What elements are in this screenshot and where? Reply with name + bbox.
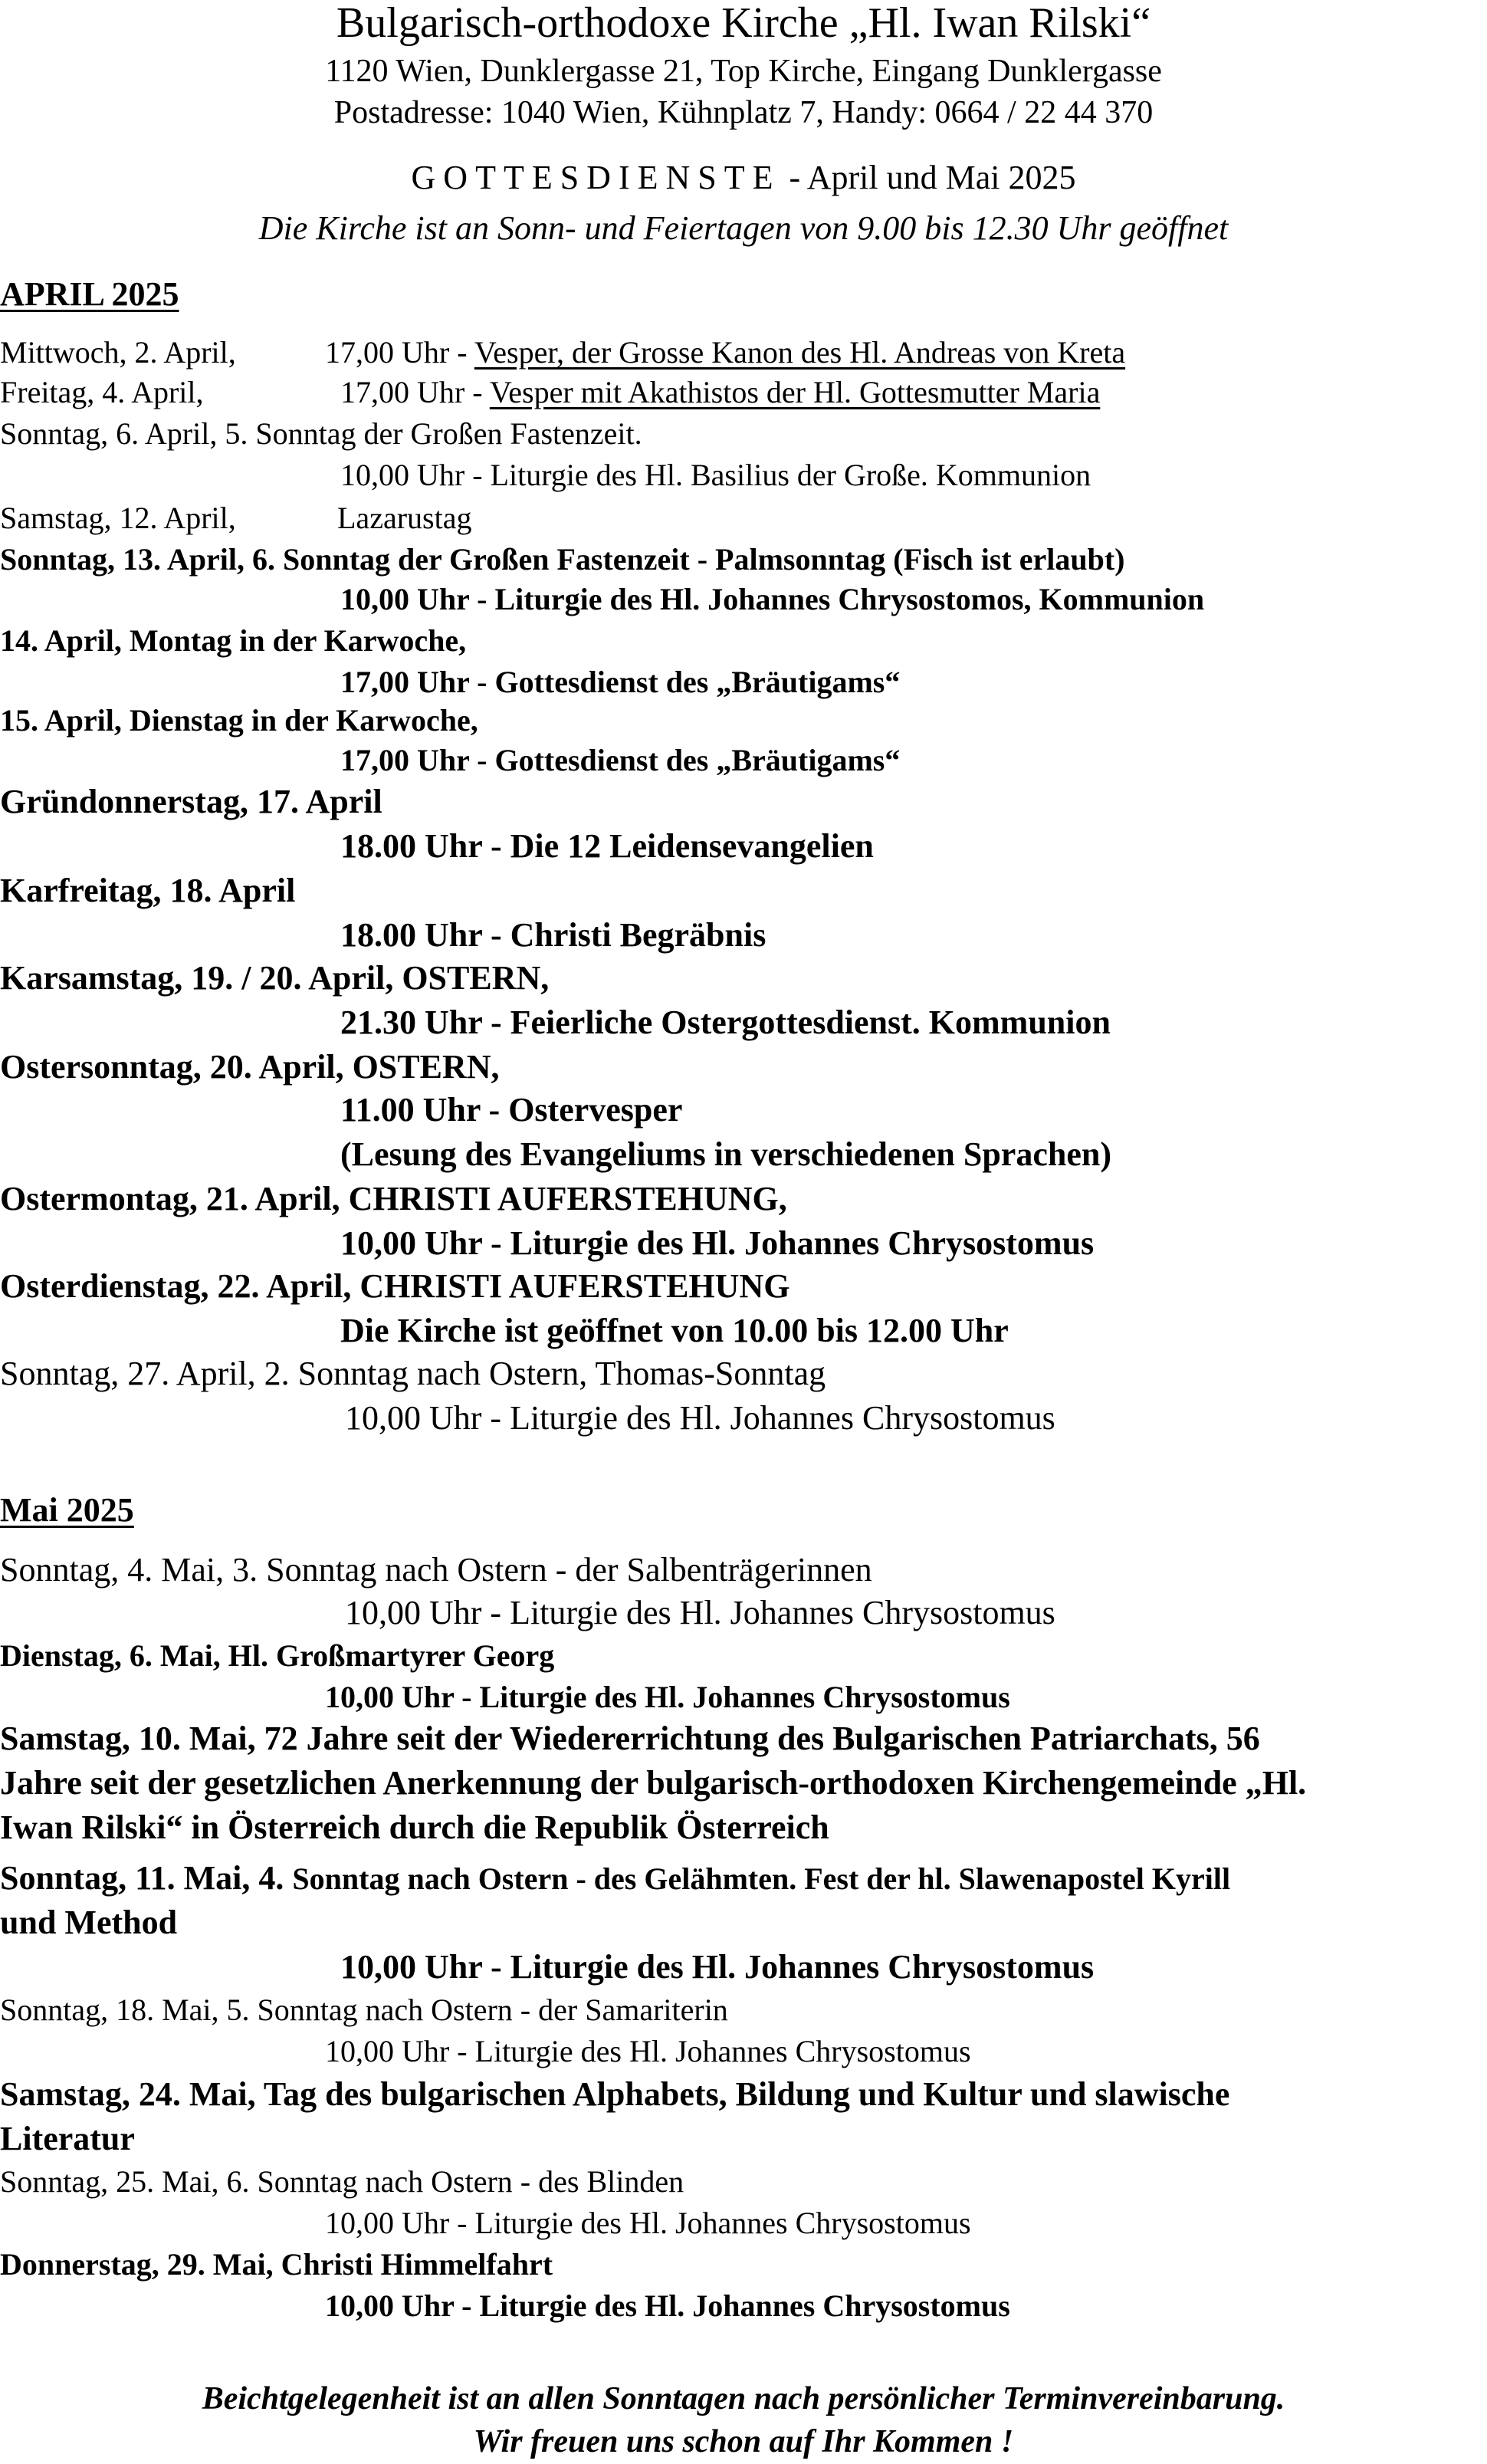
event-detail: 10,00 Uhr - Liturgie des Hl. Johannes Chrysostomus <box>325 1680 1010 1714</box>
event-date: und Method <box>0 1904 178 1941</box>
event-detail: 10,00 Uhr - Liturgie des Hl. Basilius der Große. Kommunion <box>340 458 1091 492</box>
event-detail: 18.00 Uhr - Die 12 Leidensevangelien <box>340 827 874 865</box>
event-date: Sonntag, 25. Mai, 6. Sonntag nach Ostern - des Blinden <box>0 2164 684 2199</box>
event-detail: 10,00 Uhr - Liturgie des Hl. Johannes Chrysostomus <box>345 1594 1055 1631</box>
event-date: Donnerstag, 29. Mai, Christi Himmelfahrt <box>0 2247 553 2282</box>
event-date: Sonntag, 11. Mai, 4. Sonntag nach Ostern - des Gelähmten. Fest der hl. Slawenapostel Kyrill <box>0 1859 1231 1897</box>
event-detail: 17,00 Uhr - Gottesdienst des „Bräutigams“ <box>340 743 901 777</box>
postal-address: Postadresse: 1040 Wien, Kühnplatz 7, Handy: 0664 / 22 44 370 <box>333 95 1154 130</box>
event-text: Iwan Rilski“ in Österreich durch die Republik Österreich <box>0 1809 829 1846</box>
event-detail: 18.00 Uhr - Christi Begräbnis <box>340 916 766 954</box>
event-detail: 10,00 Uhr - Liturgie des Hl. Johannes Chrysostomus <box>325 2288 1010 2323</box>
event-date: Mittwoch, 2. April, <box>0 335 236 370</box>
event-date: Sonntag, 18. Mai, 5. Sonntag nach Ostern - der Samariterin <box>0 1993 728 2027</box>
event-detail: 10,00 Uhr - Liturgie des Hl. Johannes Chrysostomus <box>325 2034 971 2068</box>
event-date: Sonntag, 27. April, 2. Sonntag nach Ostern, Thomas-Sonntag <box>0 1355 826 1392</box>
event-text: Literatur <box>0 2120 135 2157</box>
event-text: Samstag, 24. Mai, Tag des bulgarischen Alphabets, Bildung und Kultur und slawische <box>0 2075 1230 2113</box>
mai-heading: Mai 2025 <box>0 1491 134 1529</box>
event-date: Sonntag, 6. April, 5. Sonntag der Großen Fastenzeit. <box>0 416 642 451</box>
event-detail: Die Kirche ist geöffnet von 10.00 bis 12.00 Uhr <box>340 1312 1009 1349</box>
event-detail: 21.30 Uhr - Feierliche Ostergottesdienst. Kommunion <box>340 1004 1111 1041</box>
event-date: 15. April, Dienstag in der Karwoche, <box>0 703 478 738</box>
services-word: GOTTESDIENSTE <box>411 159 781 196</box>
event-text: Samstag, 10. Mai, 72 Jahre seit der Wiedererrichtung des Bulgarischen Patriarchats, 56 <box>0 1720 1260 1757</box>
services-period: - April und Mai 2025 <box>789 159 1076 196</box>
event-text: Jahre seit der gesetzlichen Anerkennung der bulgarisch-orthodoxen Kirchengemeinde „Hl. <box>0 1764 1307 1802</box>
welcome-note: Wir freuen uns schon auf Ihr Kommen ! <box>473 2424 1014 2459</box>
church-title: Bulgarisch-orthodoxe Kirche „Hl. Iwan Rilski“ <box>336 0 1151 47</box>
event-date: Freitag, 4. April, <box>0 375 204 409</box>
opening-note: Die Kirche ist an Sonn- und Feiertagen von 9.00 bis 12.30 Uhr geöffnet <box>258 209 1229 247</box>
event-date: Sonntag, 4. Mai, 3. Sonntag nach Ostern - der Salbenträgerinnen <box>0 1551 872 1588</box>
event-detail: 10,00 Uhr - Liturgie des Hl. Johannes Chrysostomus <box>340 1948 1095 1986</box>
event-detail: 10,00 Uhr - Liturgie des Hl. Johannes Chrysostomos, Kommunion <box>340 582 1205 616</box>
april-heading: APRIL 2025 <box>0 275 179 313</box>
services-heading <box>0 161 1487 195</box>
event-line: 17,00 Uhr - Vesper mit Akathistos der Hl. Gottesmutter Maria <box>340 375 1101 409</box>
event-date: Gründonnerstag, 17. April <box>0 783 382 820</box>
event-date: Karsamstag, 19. / 20. April, OSTERN, <box>0 959 550 997</box>
event-detail: 10,00 Uhr - Liturgie des Hl. Johannes Chrysostomus <box>325 2206 971 2240</box>
event-date: Dienstag, 6. Mai, Hl. Großmartyrer Georg <box>0 1638 555 1673</box>
event-date: Samstag, 12. April, <box>0 501 236 535</box>
event-date: Osterdienstag, 22. April, CHRISTI AUFERSTEHUNG <box>0 1267 790 1305</box>
event-detail: 10,00 Uhr - Liturgie des Hl. Johannes Chrysostomus <box>340 1224 1095 1262</box>
event-date: Karfreitag, 18. April <box>0 872 296 909</box>
event-label: Lazarustag <box>337 501 472 535</box>
event-date: 14. April, Montag in der Karwoche, <box>0 623 467 658</box>
confession-note: Beichtgelegenheit ist an allen Sonntagen nach persönlicher Terminvereinbarung. <box>202 2381 1285 2416</box>
church-address: 1120 Wien, Dunklergasse 21, Top Kirche, Eingang Dunklergasse <box>325 54 1162 89</box>
event-date: Ostermontag, 21. April, CHRISTI AUFERSTEHUNG, <box>0 1180 787 1217</box>
event-detail: (Lesung des Evangeliums in verschiedenen Sprachen) <box>340 1135 1111 1173</box>
event-detail: 10,00 Uhr - Liturgie des Hl. Johannes Chrysostomus <box>345 1399 1055 1437</box>
event-line: 17,00 Uhr - Vesper, der Grosse Kanon des Hl. Andreas von Kreta <box>325 335 1126 370</box>
event-date: Ostersonntag, 20. April, OSTERN, <box>0 1048 500 1086</box>
event-detail: 17,00 Uhr - Gottesdienst des „Bräutigams“ <box>340 665 901 699</box>
event-detail: 11.00 Uhr - Ostervesper <box>340 1091 683 1129</box>
event-date: Sonntag, 13. April, 6. Sonntag der Großen Fastenzeit - Palmsonntag (Fisch ist erlaubt) <box>0 542 1125 577</box>
